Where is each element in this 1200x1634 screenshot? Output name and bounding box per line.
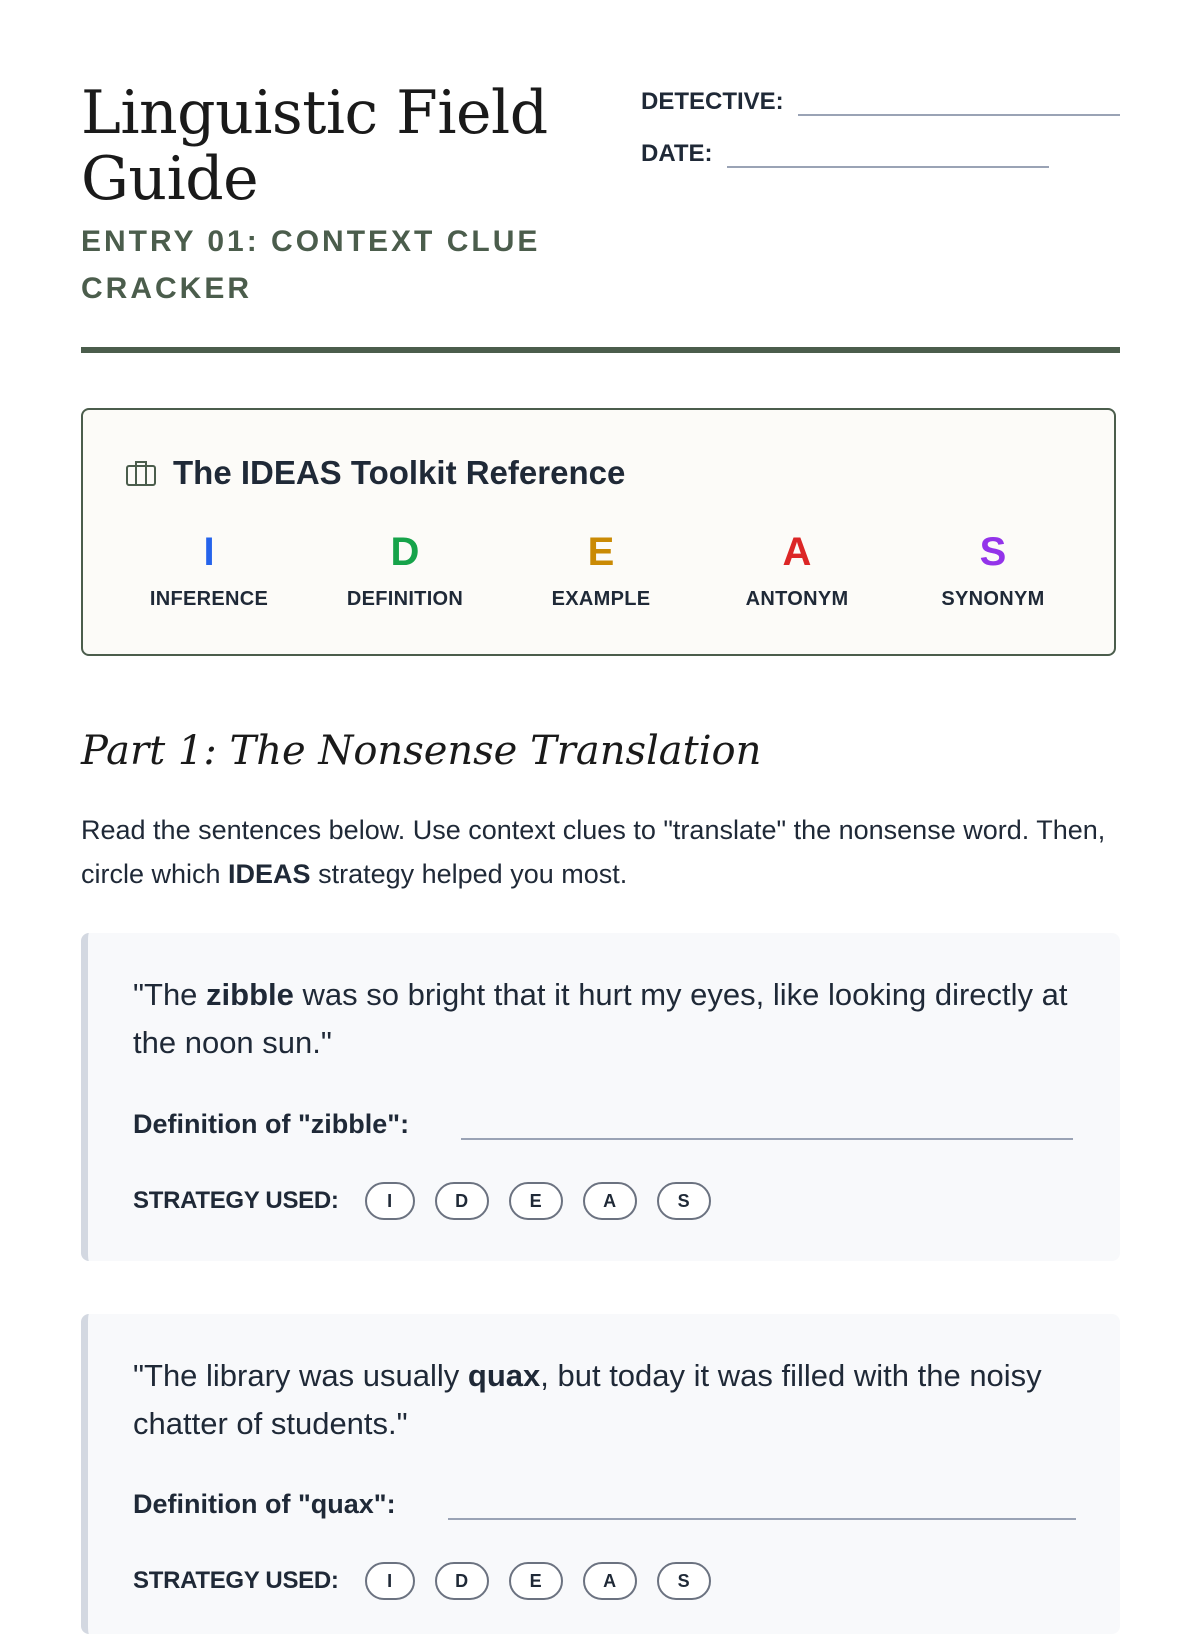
detective-field[interactable] [798,86,1120,116]
detective-label: DETECTIVE: [641,88,784,115]
toolkit-title: The IDEAS Toolkit Reference [173,454,626,491]
date-row [641,138,1049,168]
strategy-option-d[interactable]: D [435,1182,489,1220]
ideas-label: SYNONYM [941,588,1045,610]
briefcase-icon [125,459,157,487]
detective-row [641,86,1120,116]
strategy-row [133,1182,731,1220]
date-label: DATE: [641,140,713,167]
strategy-option-e[interactable]: E [509,1562,563,1600]
instructions-text-end: strategy helped you most. [310,859,628,889]
sentence-text: "The library was usually [133,1358,468,1393]
ideas-item-example [503,528,699,611]
toolkit-heading [125,454,625,492]
strategy-label: STRATEGY USED: [133,1187,339,1214]
page-header [81,0,1120,355]
instructions-bold: IDEAS [228,859,311,889]
nonsense-word: quax [467,1358,541,1393]
sentence-text: was so bright that it hurt my eyes, like looking directly at the noon sun." [133,977,1068,1060]
definition-label: Definition of "quax": [133,1489,396,1519]
definition-row [133,1488,1076,1520]
strategy-option-i[interactable]: I [365,1562,415,1600]
exercise-card [81,933,1120,1261]
part-1-instructions [81,808,1120,896]
exercise-sentence [133,1352,1083,1448]
ideas-letter: D [390,530,420,574]
ideas-letter: S [979,530,1007,574]
definition-field[interactable] [461,1108,1073,1140]
date-field[interactable] [727,138,1049,168]
sentence-text: , but today it was filled with the noisy chatter of students." [133,1358,1042,1441]
strategy-option-e[interactable]: E [509,1182,563,1220]
definition-label: Definition of "zibble": [133,1109,410,1139]
ideas-item-inference [111,528,307,611]
ideas-toolkit-box [81,408,1116,656]
ideas-label: EXAMPLE [551,588,651,610]
sentence-text: "The [133,977,207,1012]
page-title: Linguistic Field Guide [81,78,548,214]
ideas-label: DEFINITION [346,588,464,610]
strategy-row [133,1562,731,1600]
ideas-label: INFERENCE [149,588,269,610]
definition-row [133,1108,1073,1140]
strategy-option-s[interactable]: S [657,1182,711,1220]
ideas-letter: A [782,530,812,574]
nonsense-word: zibble [206,977,294,1012]
ideas-item-definition [307,528,503,611]
page-subtitle: ENTRY 01: CONTEXT CLUE CRACKER [81,225,541,305]
ideas-item-antonym [699,528,895,611]
ideas-label: ANTONYM [745,588,849,610]
strategy-option-i[interactable]: I [365,1182,415,1220]
strategy-label: STRATEGY USED: [133,1567,339,1594]
exercise-card [81,1314,1120,1634]
strategy-option-a[interactable]: A [583,1562,637,1600]
header-divider [81,347,1120,353]
strategy-option-a[interactable]: A [583,1182,637,1220]
ideas-letter: I [203,530,215,574]
definition-field[interactable] [448,1488,1076,1520]
ideas-letters [111,528,1091,611]
strategy-option-d[interactable]: D [435,1562,489,1600]
ideas-letter: E [587,530,615,574]
instructions-text: Read the sentences below. Use context clues to "translate" the nonsense word. Then, circle which [81,815,1106,889]
strategy-option-s[interactable]: S [657,1562,711,1600]
worksheet-page [81,0,1120,1594]
exercise-sentence [133,971,1083,1067]
ideas-item-synonym [895,528,1091,611]
part-1-heading: Part 1: The Nonsense Translation [81,728,762,774]
